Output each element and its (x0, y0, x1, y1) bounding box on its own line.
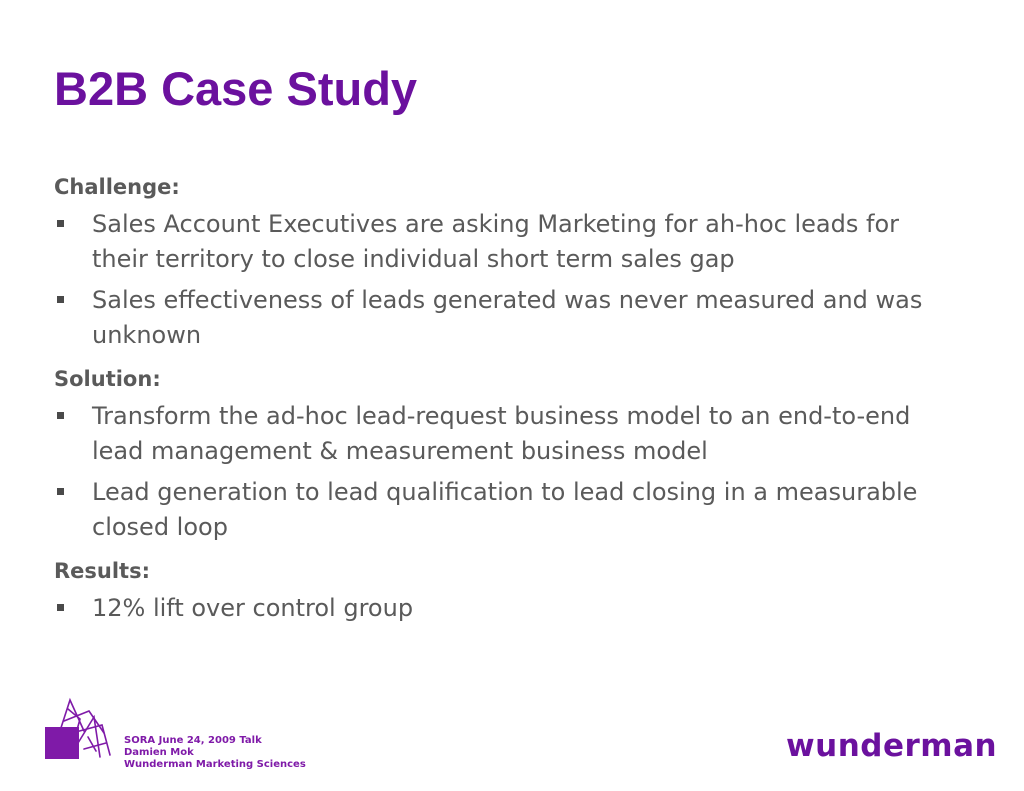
bullet-text: Sales effectiveness of leads generated was never measured and was unknown (92, 286, 923, 349)
square-bullet-icon (57, 604, 64, 611)
bullet-text: Sales Account Executives are asking Marketing for ah-hoc leads for their territory to close individual short term sales gap (92, 210, 899, 273)
sora-logo-icon (44, 697, 114, 761)
bullet-item (54, 207, 952, 276)
footer-organization: Wunderman Marketing Sciences (124, 759, 306, 770)
section-results (54, 551, 984, 626)
bullet-text: Lead generation to lead qualification to lead closing in a measurable closed loop (92, 478, 918, 541)
bullet-text: Transform the ad-hoc lead-request business model to an end-to-end lead management & measurement business model (92, 402, 911, 465)
square-bullet-icon (57, 488, 64, 495)
bullet-item (54, 399, 952, 468)
footer-credits (124, 735, 306, 771)
section-solution (54, 359, 984, 544)
bullet-list (54, 399, 984, 544)
section-heading: Challenge: (54, 175, 180, 199)
bullet-item (54, 475, 952, 544)
wunderman-logo: wunderman (786, 728, 998, 764)
square-bullet-icon (57, 296, 64, 303)
section-challenge (54, 167, 984, 352)
bullet-item (54, 283, 952, 352)
slide-content (54, 167, 984, 633)
square-bullet-icon (57, 220, 64, 227)
section-heading: Results: (54, 559, 150, 583)
section-heading: Solution: (54, 367, 161, 391)
bullet-item (54, 591, 952, 626)
square-bullet-icon (57, 412, 64, 419)
bullet-list (54, 591, 984, 626)
footer-speaker: Damien Mok (124, 747, 194, 758)
footer-event: SORA June 24, 2009 Talk (124, 735, 262, 746)
bullet-text: 12% lift over control group (92, 594, 414, 622)
slide-title: B2B Case Study (54, 62, 418, 115)
bullet-list (54, 207, 984, 352)
